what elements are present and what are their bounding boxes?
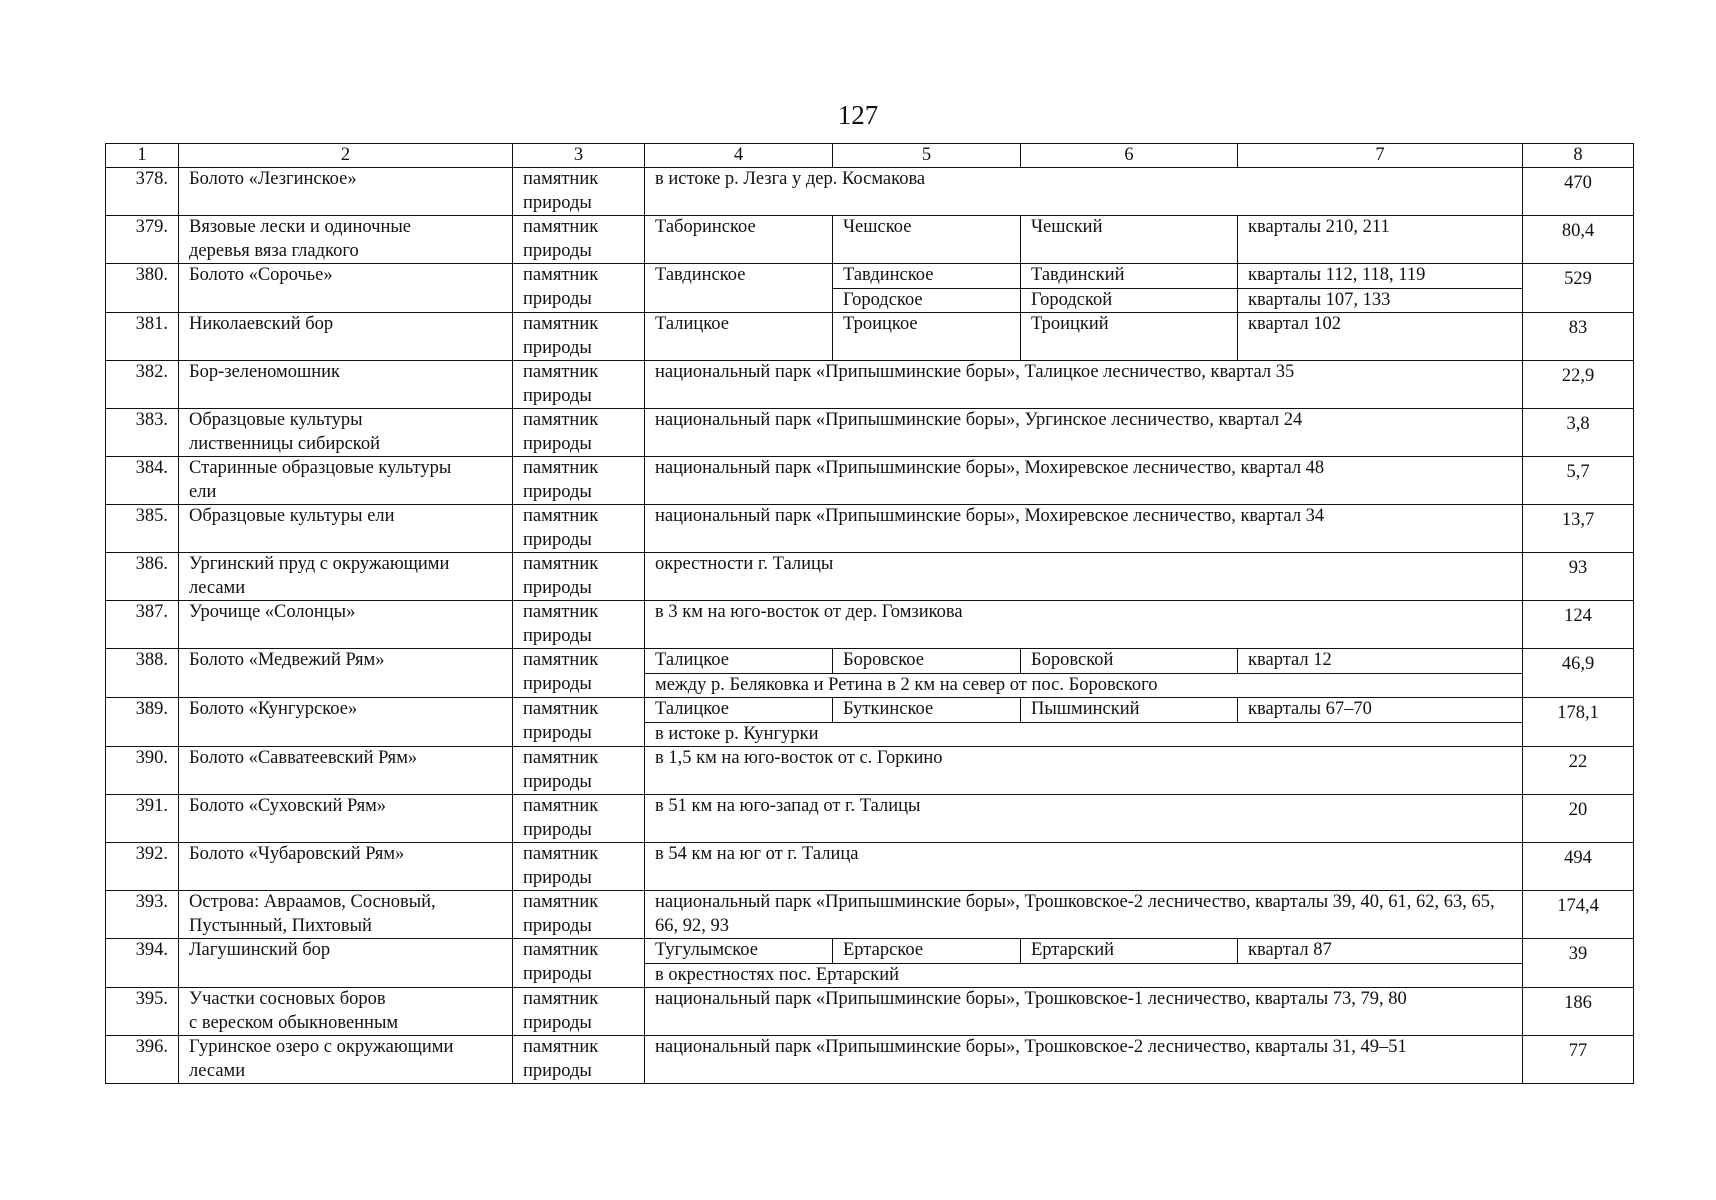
status-line: памятник xyxy=(523,362,599,382)
status-line: памятник xyxy=(523,1037,599,1057)
location-cell: национальный парк «Припышминские боры», Трошковское-2 лесничество, кварталы 39, 40, 61, 62, 63, 65, 66, 92, 93 xyxy=(645,891,1523,939)
table-row xyxy=(106,457,1634,505)
area-cell: 22 xyxy=(1523,747,1634,795)
status-line: памятник xyxy=(523,844,599,864)
column-header: 1 xyxy=(106,144,179,168)
area-cell: 93 xyxy=(1523,553,1634,601)
status-cell xyxy=(513,795,645,843)
area-cell: 124 xyxy=(1523,601,1634,649)
status-cell xyxy=(513,264,645,313)
row-number-cell: 386. xyxy=(106,553,179,601)
table-row xyxy=(106,505,1634,553)
row-number-cell: 381. xyxy=(106,313,179,361)
status-line: природы xyxy=(523,288,592,309)
location-cell: в истоке р. Лезга у дер. Космакова xyxy=(645,168,1523,216)
column-header: 4 xyxy=(645,144,833,168)
status-line: природы xyxy=(523,529,592,550)
area-cell: 83 xyxy=(1523,313,1634,361)
status-cell xyxy=(513,649,645,698)
location-cell: окрестности г. Талицы xyxy=(645,553,1523,601)
table-row xyxy=(106,168,1634,216)
status-line: природы xyxy=(523,1060,592,1081)
subforestry-cell: Городской xyxy=(1021,288,1238,313)
location-cell: национальный парк «Припышминские боры», Ургинское лесничество, квартал 24 xyxy=(645,409,1523,457)
forestry-cell: Троицкое xyxy=(833,313,1021,361)
status-cell xyxy=(513,988,645,1036)
area-cell: 13,7 xyxy=(1523,505,1634,553)
status-line: природы xyxy=(523,722,592,743)
object-name-line: Пустынный, Пихтовый xyxy=(189,915,372,936)
status-line: памятник xyxy=(523,892,599,912)
status-line: природы xyxy=(523,337,592,358)
object-name-cell xyxy=(179,988,513,1036)
object-name-line: Острова: Авраамов, Сосновый, xyxy=(189,892,436,912)
row-number-cell: 393. xyxy=(106,891,179,939)
area-cell: 174,4 xyxy=(1523,891,1634,939)
table-row xyxy=(106,891,1634,939)
object-name-line: Болото «Савватеевский Рям» xyxy=(189,748,418,768)
object-name-line: лесами xyxy=(189,1060,246,1081)
location-cell: в 54 км на юг от г. Талица xyxy=(645,843,1523,891)
status-line: памятник xyxy=(523,796,599,816)
status-line: природы xyxy=(523,433,592,454)
object-name-cell xyxy=(179,168,513,216)
status-line: памятник xyxy=(523,989,599,1009)
object-name-line: Болото «Лезгинское» xyxy=(189,169,357,189)
location-cell: в 51 км на юго-запад от г. Талицы xyxy=(645,795,1523,843)
table-row xyxy=(106,216,1634,264)
status-line: природы xyxy=(523,771,592,792)
status-line: природы xyxy=(523,625,592,646)
location-note-cell: между р. Беляковка и Ретина в 2 км на север от пос. Боровского xyxy=(645,673,1523,698)
status-line: природы xyxy=(523,192,592,213)
status-line: природы xyxy=(523,1012,592,1033)
object-name-line: лиственницы сибирской xyxy=(189,433,381,454)
status-line: природы xyxy=(523,915,592,936)
nature-monuments-table xyxy=(105,143,1634,1084)
row-number-cell: 394. xyxy=(106,939,179,988)
table-row xyxy=(106,795,1634,843)
object-name-cell xyxy=(179,891,513,939)
table-row xyxy=(106,1036,1634,1084)
status-line: природы xyxy=(523,577,592,598)
status-cell xyxy=(513,409,645,457)
location-cell: национальный парк «Припышминские боры», Трошковское-2 лесничество, кварталы 31, 49–51 xyxy=(645,1036,1523,1084)
area-cell: 178,1 xyxy=(1523,698,1634,747)
object-name-cell xyxy=(179,939,513,988)
forestry-cell: Боровское xyxy=(833,649,1021,674)
status-cell xyxy=(513,843,645,891)
status-line: памятник xyxy=(523,650,599,670)
object-name-line: деревья вяза гладкого xyxy=(189,240,359,261)
quarters-cell: квартал 87 xyxy=(1238,939,1523,964)
status-line: памятник xyxy=(523,458,599,478)
row-number-cell: 385. xyxy=(106,505,179,553)
row-number-cell: 392. xyxy=(106,843,179,891)
object-name-line: Образцовые культуры ели xyxy=(189,506,395,526)
quarters-cell: кварталы 107, 133 xyxy=(1238,288,1523,313)
location-note-cell: в истоке р. Кунгурки xyxy=(645,722,1523,747)
object-name-cell xyxy=(179,553,513,601)
district-cell: Талицкое xyxy=(645,649,833,674)
column-header-row xyxy=(106,144,1634,168)
table-row xyxy=(106,553,1634,601)
object-name-line: Болото «Сорочье» xyxy=(189,265,333,285)
status-cell xyxy=(513,553,645,601)
location-cell: национальный парк «Припышминские боры», Трошковское-1 лесничество, кварталы 73, 79, 80 xyxy=(645,988,1523,1036)
object-name-line: Болото «Чубаровский Рям» xyxy=(189,844,405,864)
status-line: природы xyxy=(523,385,592,406)
location-cell: национальный парк «Припышминские боры», Мохиревское лесничество, квартал 48 xyxy=(645,457,1523,505)
object-name-line: Николаевский бор xyxy=(189,314,334,334)
table-row xyxy=(106,313,1634,361)
table-row xyxy=(106,649,1634,674)
status-line: памятник xyxy=(523,602,599,622)
status-cell xyxy=(513,216,645,264)
subforestry-cell: Чешский xyxy=(1021,216,1238,264)
object-name-line: лесами xyxy=(189,577,246,598)
location-note-cell: в окрестностях пос. Ертарский xyxy=(645,963,1523,988)
district-cell: Талицкое xyxy=(645,698,833,723)
status-line: памятник xyxy=(523,940,599,960)
table-row xyxy=(106,988,1634,1036)
location-cell: в 1,5 км на юго-восток от с. Горкино xyxy=(645,747,1523,795)
object-name-line: Лагушинский бор xyxy=(189,940,331,960)
table-row xyxy=(106,843,1634,891)
status-line: памятник xyxy=(523,265,599,285)
object-name-line: Болото «Суховский Рям» xyxy=(189,796,387,816)
status-line: памятник xyxy=(523,748,599,768)
object-name-cell xyxy=(179,747,513,795)
row-number-cell: 380. xyxy=(106,264,179,313)
row-number-cell: 391. xyxy=(106,795,179,843)
row-number-cell: 383. xyxy=(106,409,179,457)
forestry-cell: Тавдинское xyxy=(833,264,1021,289)
object-name-cell xyxy=(179,698,513,747)
quarters-cell: квартал 102 xyxy=(1238,313,1523,361)
subforestry-cell: Тавдинский xyxy=(1021,264,1238,289)
object-name-cell xyxy=(179,1036,513,1084)
row-number-cell: 379. xyxy=(106,216,179,264)
status-line: памятник xyxy=(523,314,599,334)
district-cell: Таборинское xyxy=(645,216,833,264)
status-line: природы xyxy=(523,963,592,984)
row-number-cell: 378. xyxy=(106,168,179,216)
object-name-line: с вереском обыкновенным xyxy=(189,1012,399,1033)
status-line: природы xyxy=(523,481,592,502)
object-name-line: Болото «Медвежий Рям» xyxy=(189,650,385,670)
status-cell xyxy=(513,505,645,553)
status-cell xyxy=(513,939,645,988)
status-cell xyxy=(513,361,645,409)
object-name-line: Участки сосновых боров xyxy=(189,989,386,1009)
row-number-cell: 390. xyxy=(106,747,179,795)
table-row xyxy=(106,409,1634,457)
area-cell: 186 xyxy=(1523,988,1634,1036)
status-line: памятник xyxy=(523,506,599,526)
object-name-cell xyxy=(179,409,513,457)
district-cell: Тавдинское xyxy=(645,264,833,313)
page-number: 127 xyxy=(837,100,879,130)
area-cell: 494 xyxy=(1523,843,1634,891)
object-name-line: Вязовые лески и одиночные xyxy=(189,217,411,237)
object-name-line: Гуринское озеро с окружающими xyxy=(189,1037,454,1057)
status-line: памятник xyxy=(523,699,599,719)
row-number-cell: 396. xyxy=(106,1036,179,1084)
column-header: 7 xyxy=(1238,144,1523,168)
area-cell: 77 xyxy=(1523,1036,1634,1084)
object-name-line: Старинные образцовые культуры xyxy=(189,458,452,478)
subforestry-cell: Боровской xyxy=(1021,649,1238,674)
table-row xyxy=(106,698,1634,723)
column-header: 2 xyxy=(179,144,513,168)
row-number-cell: 388. xyxy=(106,649,179,698)
status-cell xyxy=(513,1036,645,1084)
object-name-cell xyxy=(179,843,513,891)
status-cell xyxy=(513,698,645,747)
quarters-cell: кварталы 67–70 xyxy=(1238,698,1523,723)
area-cell: 22,9 xyxy=(1523,361,1634,409)
forestry-cell: Чешское xyxy=(833,216,1021,264)
district-cell: Тугулымское xyxy=(645,939,833,964)
location-cell: национальный парк «Припышминские боры», Талицкое лесничество, квартал 35 xyxy=(645,361,1523,409)
object-name-line: Бор-зеленомошник xyxy=(189,362,341,382)
area-cell: 470 xyxy=(1523,168,1634,216)
row-number-cell: 382. xyxy=(106,361,179,409)
quarters-cell: кварталы 112, 118, 119 xyxy=(1238,264,1523,289)
row-number-cell: 395. xyxy=(106,988,179,1036)
object-name-line: Урочище «Солонцы» xyxy=(189,602,356,622)
column-header: 5 xyxy=(833,144,1021,168)
object-name-cell xyxy=(179,795,513,843)
table-row xyxy=(106,601,1634,649)
row-number-cell: 384. xyxy=(106,457,179,505)
forestry-cell: Буткинское xyxy=(833,698,1021,723)
status-line: природы xyxy=(523,819,592,840)
forestry-cell: Городское xyxy=(833,288,1021,313)
table-row xyxy=(106,939,1634,964)
table-row xyxy=(106,264,1634,289)
area-cell: 80,4 xyxy=(1523,216,1634,264)
status-cell xyxy=(513,891,645,939)
area-cell: 46,9 xyxy=(1523,649,1634,698)
object-name-cell xyxy=(179,649,513,698)
location-cell: в 3 км на юго-восток от дер. Гомзикова xyxy=(645,601,1523,649)
status-line: природы xyxy=(523,240,592,261)
status-line: памятник xyxy=(523,410,599,430)
object-name-cell xyxy=(179,313,513,361)
status-line: памятник xyxy=(523,217,599,237)
column-header: 6 xyxy=(1021,144,1238,168)
object-name-cell xyxy=(179,216,513,264)
object-name-line: Болото «Кунгурское» xyxy=(189,699,358,719)
status-line: памятник xyxy=(523,554,599,574)
status-line: памятник xyxy=(523,169,599,189)
status-cell xyxy=(513,601,645,649)
column-header: 3 xyxy=(513,144,645,168)
location-cell: национальный парк «Припышминские боры», Мохиревское лесничество, квартал 34 xyxy=(645,505,1523,553)
object-name-cell xyxy=(179,264,513,313)
object-name-line: Образцовые культуры xyxy=(189,410,363,430)
quarters-cell: квартал 12 xyxy=(1238,649,1523,674)
table-row xyxy=(106,747,1634,795)
object-name-cell xyxy=(179,505,513,553)
status-cell xyxy=(513,168,645,216)
status-cell xyxy=(513,313,645,361)
area-cell: 3,8 xyxy=(1523,409,1634,457)
row-number-cell: 389. xyxy=(106,698,179,747)
subforestry-cell: Ертарский xyxy=(1021,939,1238,964)
column-header: 8 xyxy=(1523,144,1634,168)
area-cell: 20 xyxy=(1523,795,1634,843)
area-cell: 529 xyxy=(1523,264,1634,313)
district-cell: Талицкое xyxy=(645,313,833,361)
area-cell: 39 xyxy=(1523,939,1634,988)
forestry-cell: Ертарское xyxy=(833,939,1021,964)
object-name-cell xyxy=(179,361,513,409)
quarters-cell: кварталы 210, 211 xyxy=(1238,216,1523,264)
status-line: природы xyxy=(523,673,592,694)
object-name-cell xyxy=(179,457,513,505)
status-cell xyxy=(513,747,645,795)
status-cell xyxy=(513,457,645,505)
row-number-cell: 387. xyxy=(106,601,179,649)
object-name-cell xyxy=(179,601,513,649)
object-name-line: ели xyxy=(189,481,217,502)
subforestry-cell: Пышминский xyxy=(1021,698,1238,723)
object-name-line: Ургинский пруд с окружающими xyxy=(189,554,450,574)
area-cell: 5,7 xyxy=(1523,457,1634,505)
subforestry-cell: Троицкий xyxy=(1021,313,1238,361)
status-line: природы xyxy=(523,867,592,888)
table-row xyxy=(106,361,1634,409)
